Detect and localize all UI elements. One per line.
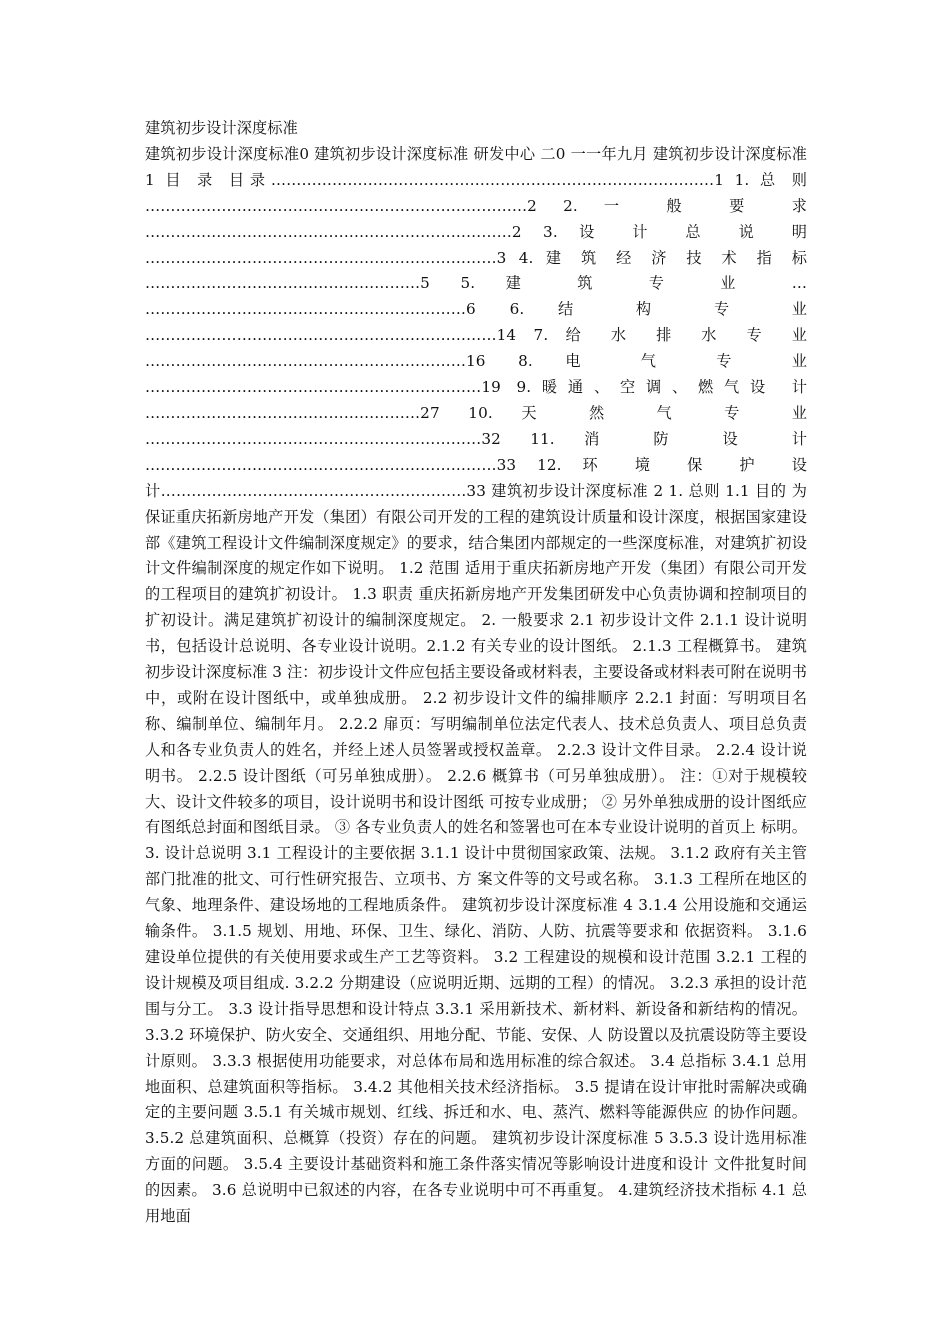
document-content bbox=[145, 116, 807, 1230]
document-body-text: 建筑初步设计深度标准0 建筑初步设计深度标准 研发中心 二0 一一年九月 建筑初步设计深度标准 1 目 录 目录……………………………………………………………………………1 1. 总 则 …………………………………………………………………2 2. 一 般 要 求 ………………………………………………………………2 3. 设 计 总 说 明 ……………………………………………………………3 4. 建 筑 经 济 技 术 指 标 ………………………………………………5 5. 建 筑 专 业 … ………………………………………………………6 6. 结 构 专 业 ……………………………………………………………14 7. 给 水 排 水 专 业 ………………………………………………………16 8. 电 气 专 业 …………………………………………………………19 9.暖通、空调、燃气设 计 ………………………………………………27 10. 天 然 气 专 业 …………………………………………………………32 11. 消 防 设 计 ……………………………………………………………33 12. 环 境 保 护 设 计……………………………………………………33 建筑初步设计深度标准 2 1. 总则 1.1 目的 为保证重庆拓新房地产开发（集团）有限公司开发的工程的建筑设计质量和设计深度，根据国家建设部《建筑工程设计文件编制深度规定》的要求，结合集团内部规定的一些深度标准，对建筑扩初设计文件编制深度的规定作如下说明。 1.2 范围 适用于重庆拓新房地产开发（集团）有限公司开发的工程项目的建筑扩初设计。 1.3 职责 重庆拓新房地产开发集团研发中心负责协调和控制项目的扩初设计。满足建筑扩初设计的编制深度规定。 2. 一般要求 2.1 初步设计文件 2.1.1 设计说明书，包括设计总说明、各专业设计说明。2.1.2 有关专业的设计图纸。 2.1.3 工程概算书。 建筑初步设计深度标准 3 注：初步设计文件应包括主要设备或材料表，主要设备或材料表可附在说明书中，或附在设计图纸中，或单独成册。 2.2 初步设计文件的编排顺序 2.2.1 封面：写明项目名称、编制单位、编制年月。 2.2.2 扉页：写明编制单位法定代表人、技术总负责人、项目总负责 人和各专业负责人的姓名，并经上述人员签署或授权盖章。 2.2.3 设计文件目录。 2.2.4 设计说明书。 2.2.5 设计图纸（可另单独成册）。 2.2.6 概算书（可另单独成册）。 注：①对于规模较大、设计文件较多的项目，设计说明书和设计图纸 可按专业成册； ② 另外单独成册的设计图纸应有图纸总封面和图纸目录。 ③ 各专业负责人的姓名和签署也可在本专业设计说明的首页上 标明。 3. 设计总说明 3.1 工程设计的主要依据 3.1.1 设计中贯彻国家政策、法规。 3.1.2 政府有关主管部门批准的批文、可行性研究报告、立项书、方 案文件等的文号或名称。 3.1.3 工程所在地区的气象、地理条件、建设场地的工程地质条件。 建筑初步设计深度标准 4 3.1.4 公用设施和交通运输条件。 3.1.5 规划、用地、环保、卫生、绿化、消防、人防、抗震等要求和 依据资料。 3.1.6 建设单位提供的有关使用要求或生产工艺等资料。 3.2 工程建设的规模和设计范围 3.2.1 工程的设计规模及项目组成. 3.2.2 分期建设（应说明近期、远期的工程）的情况。 3.2.3 承担的设计范围与分工。 3.3 设计指导思想和设计特点 3.3.1 采用新技术、新材料、新设备和新结构的情况。 3.3.2 环境保护、防火安全、交通组织、用地分配、节能、安保、人 防设置以及抗震设防等主要设计原则。 3.3.3 根据使用功能要求，对总体布局和选用标准的综合叙述。 3.4 总指标 3.4.1 总用地面积、总建筑面积等指标。 3.4.2 其他相关技术经济指标。 3.5 提请在设计审批时需解决或确定的主要问题 3.5.1 有关城市规划、红线、拆迁和水、电、蒸汽、燃料等能源供应 的协作问题。 3.5.2 总建筑面积、总概算（投资）存在的问题。 建筑初步设计深度标准 5 3.5.3 设计选用标准方面的问题。 3.5.4 主要设计基础资料和施工条件落实情况等影响设计进度和设计 文件批复时间的因素。 3.6 总说明中已叙述的内容，在各专业说明中可不再重复。 4.建筑经济技术指标 4.1 总用地面 bbox=[145, 144, 807, 1226]
document-title: 建筑初步设计深度标准 bbox=[145, 119, 298, 137]
